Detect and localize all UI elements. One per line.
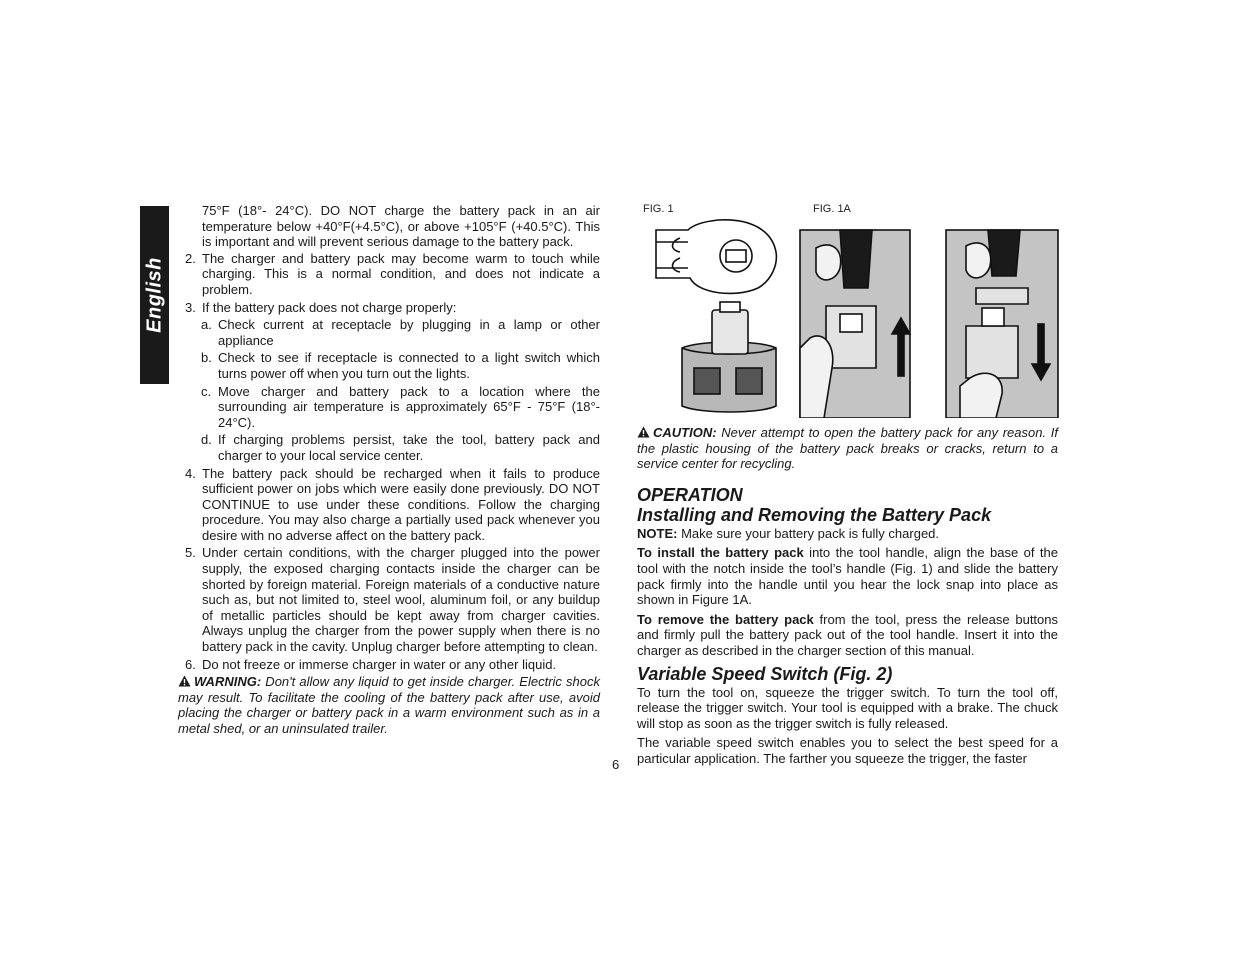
battery-figures-illustration: [640, 218, 1060, 418]
item-text: Do not freeze or immerse charger in water or any other liquid.: [202, 656, 557, 672]
caution-text: Never attempt to open the battery pack for any reason. If the plastic housing of the battery pack breaks or cracks, return to a service center for recycling.: [637, 425, 1058, 472]
switch-title: Variable Speed Switch (Fig. 2): [637, 663, 893, 684]
install-paragraph: [637, 545, 1058, 607]
item-text: Under certain conditions, with the charger plugged into the power supply, the exposed charging contacts inside the charger can be shorted by foreign material. Foreign materials of a conductive nature such as, but not limited to, steel wool, aluminum foil, or any buildup of metallic particles should be kept away from charger cavities. Always unplug the charger from the power supply when there is no battery pack in the cavity. Unplug charger before attempting to clean.: [202, 545, 600, 655]
item-number: 5.: [185, 545, 196, 561]
subitem-letter: c.: [201, 383, 212, 399]
section-title: OPERATION: [637, 484, 743, 505]
right-column: [637, 425, 1058, 771]
subitem-text: Check current at receptacle by plugging in a lamp or other appliance: [218, 317, 600, 348]
sub-list-item: [178, 317, 600, 348]
note-label: NOTE:: [637, 525, 678, 541]
fig-1a-label: FIG. 1A: [813, 203, 851, 215]
caution-note: [637, 425, 1058, 472]
item-number: 6.: [185, 656, 196, 672]
list-item: [178, 251, 600, 298]
install-text: into the tool handle, align the base of the tool with the notch inside the tool’s handle (Fig. 1) and slide the battery pack firmly into the handle until you hear the lock snap into place as shown in Figure 1A.: [637, 545, 1058, 608]
intro-paragraph: 75°F (18°- 24°C). DO NOT charge the battery pack in an air temperature below +40°F(+4.5°C), or above +105°F (+40.5°C). This is important and will prevent serious damage to the battery pack.: [202, 203, 600, 250]
left-column: [178, 203, 600, 750]
note-paragraph: [637, 526, 1058, 542]
sub-list-item: [178, 432, 600, 463]
item-text: If the battery pack does not charge properly:: [202, 299, 457, 315]
item-text: The battery pack should be recharged when it fails to produce sufficient power on jobs which were easily done previously. DO NOT CONTINUE to use under these conditions. Follow the charging procedure. You may also charge a partially used pack whenever you desire with no adverse affect on the battery pack.: [202, 465, 600, 543]
fig-1-label: FIG. 1: [643, 203, 674, 215]
list-item: [178, 657, 600, 673]
remove-hand-drawing: [946, 230, 1058, 418]
warning-triangle-icon: [178, 675, 191, 687]
list-item: [178, 545, 600, 654]
subsection-title: Installing and Removing the Battery Pack: [637, 504, 992, 525]
subitem-letter: a.: [201, 317, 212, 333]
language-tab: [140, 206, 169, 384]
subitem-text: If charging problems persist, take the tool, battery pack and charger to your local service center.: [218, 432, 600, 463]
caution-triangle-icon: [637, 426, 650, 438]
subitem-text: Check to see if receptacle is connected to a light switch which turns power off when you turn out the lights.: [218, 350, 600, 381]
subitem-letter: d.: [201, 432, 212, 448]
list-item: [178, 466, 600, 544]
item-text: The charger and battery pack may become warm to touch while charging. This is a normal condition, and does not indicate a problem.: [202, 250, 600, 297]
warning-label: WARNING:: [194, 674, 262, 690]
install-hand-drawing: [800, 230, 910, 418]
item-number: 3.: [185, 299, 196, 315]
sub-list-item: [178, 350, 600, 381]
page-number: 6: [612, 757, 620, 772]
list-item: [178, 300, 600, 316]
install-label: To install the battery pack: [637, 545, 804, 561]
note-text: Make sure your battery pack is fully charged.: [677, 525, 940, 541]
remove-label: To remove the battery pack: [637, 611, 814, 627]
battery-pack-drawing: [682, 302, 776, 412]
sub-list-item: [178, 384, 600, 431]
subitem-text: Move charger and battery pack to a location where the surrounding air temperature is approximately 65°F - 75°F (18°- 24°C).: [218, 383, 600, 430]
switch-paragraph-2: The variable speed switch enables you to select the best speed for a particular application. The farther you squeeze the trigger, the faster: [637, 735, 1058, 766]
item-number: 4.: [185, 465, 196, 481]
remove-text: from the tool, press the release buttons and firmly pull the battery pack out of the tool handle. Insert it into the charger as described in the charger section of this manual.: [637, 611, 1058, 658]
subitem-letter: b.: [201, 350, 212, 366]
item-number: 2.: [185, 250, 196, 266]
warning-note: [178, 674, 600, 736]
language-tab-label: English: [143, 257, 165, 333]
remove-paragraph: [637, 612, 1058, 659]
caution-label: CAUTION:: [653, 425, 717, 440]
switch-paragraph-1: To turn the tool on, squeeze the trigger switch. To turn the tool off, release the trigger switch. Your tool is equipped with a brake. The chuck will stop as soon as the trigger switch is fully released.: [637, 684, 1058, 731]
warning-text: Don't allow any liquid to get inside charger. Electric shock may result. To facilitate the cooling of the battery pack after use, avoid placing the charger or battery pack in a warm environment such as in a metal shed, or an uninsulated trailer.: [178, 674, 600, 736]
tool-base-drawing: [656, 220, 776, 294]
